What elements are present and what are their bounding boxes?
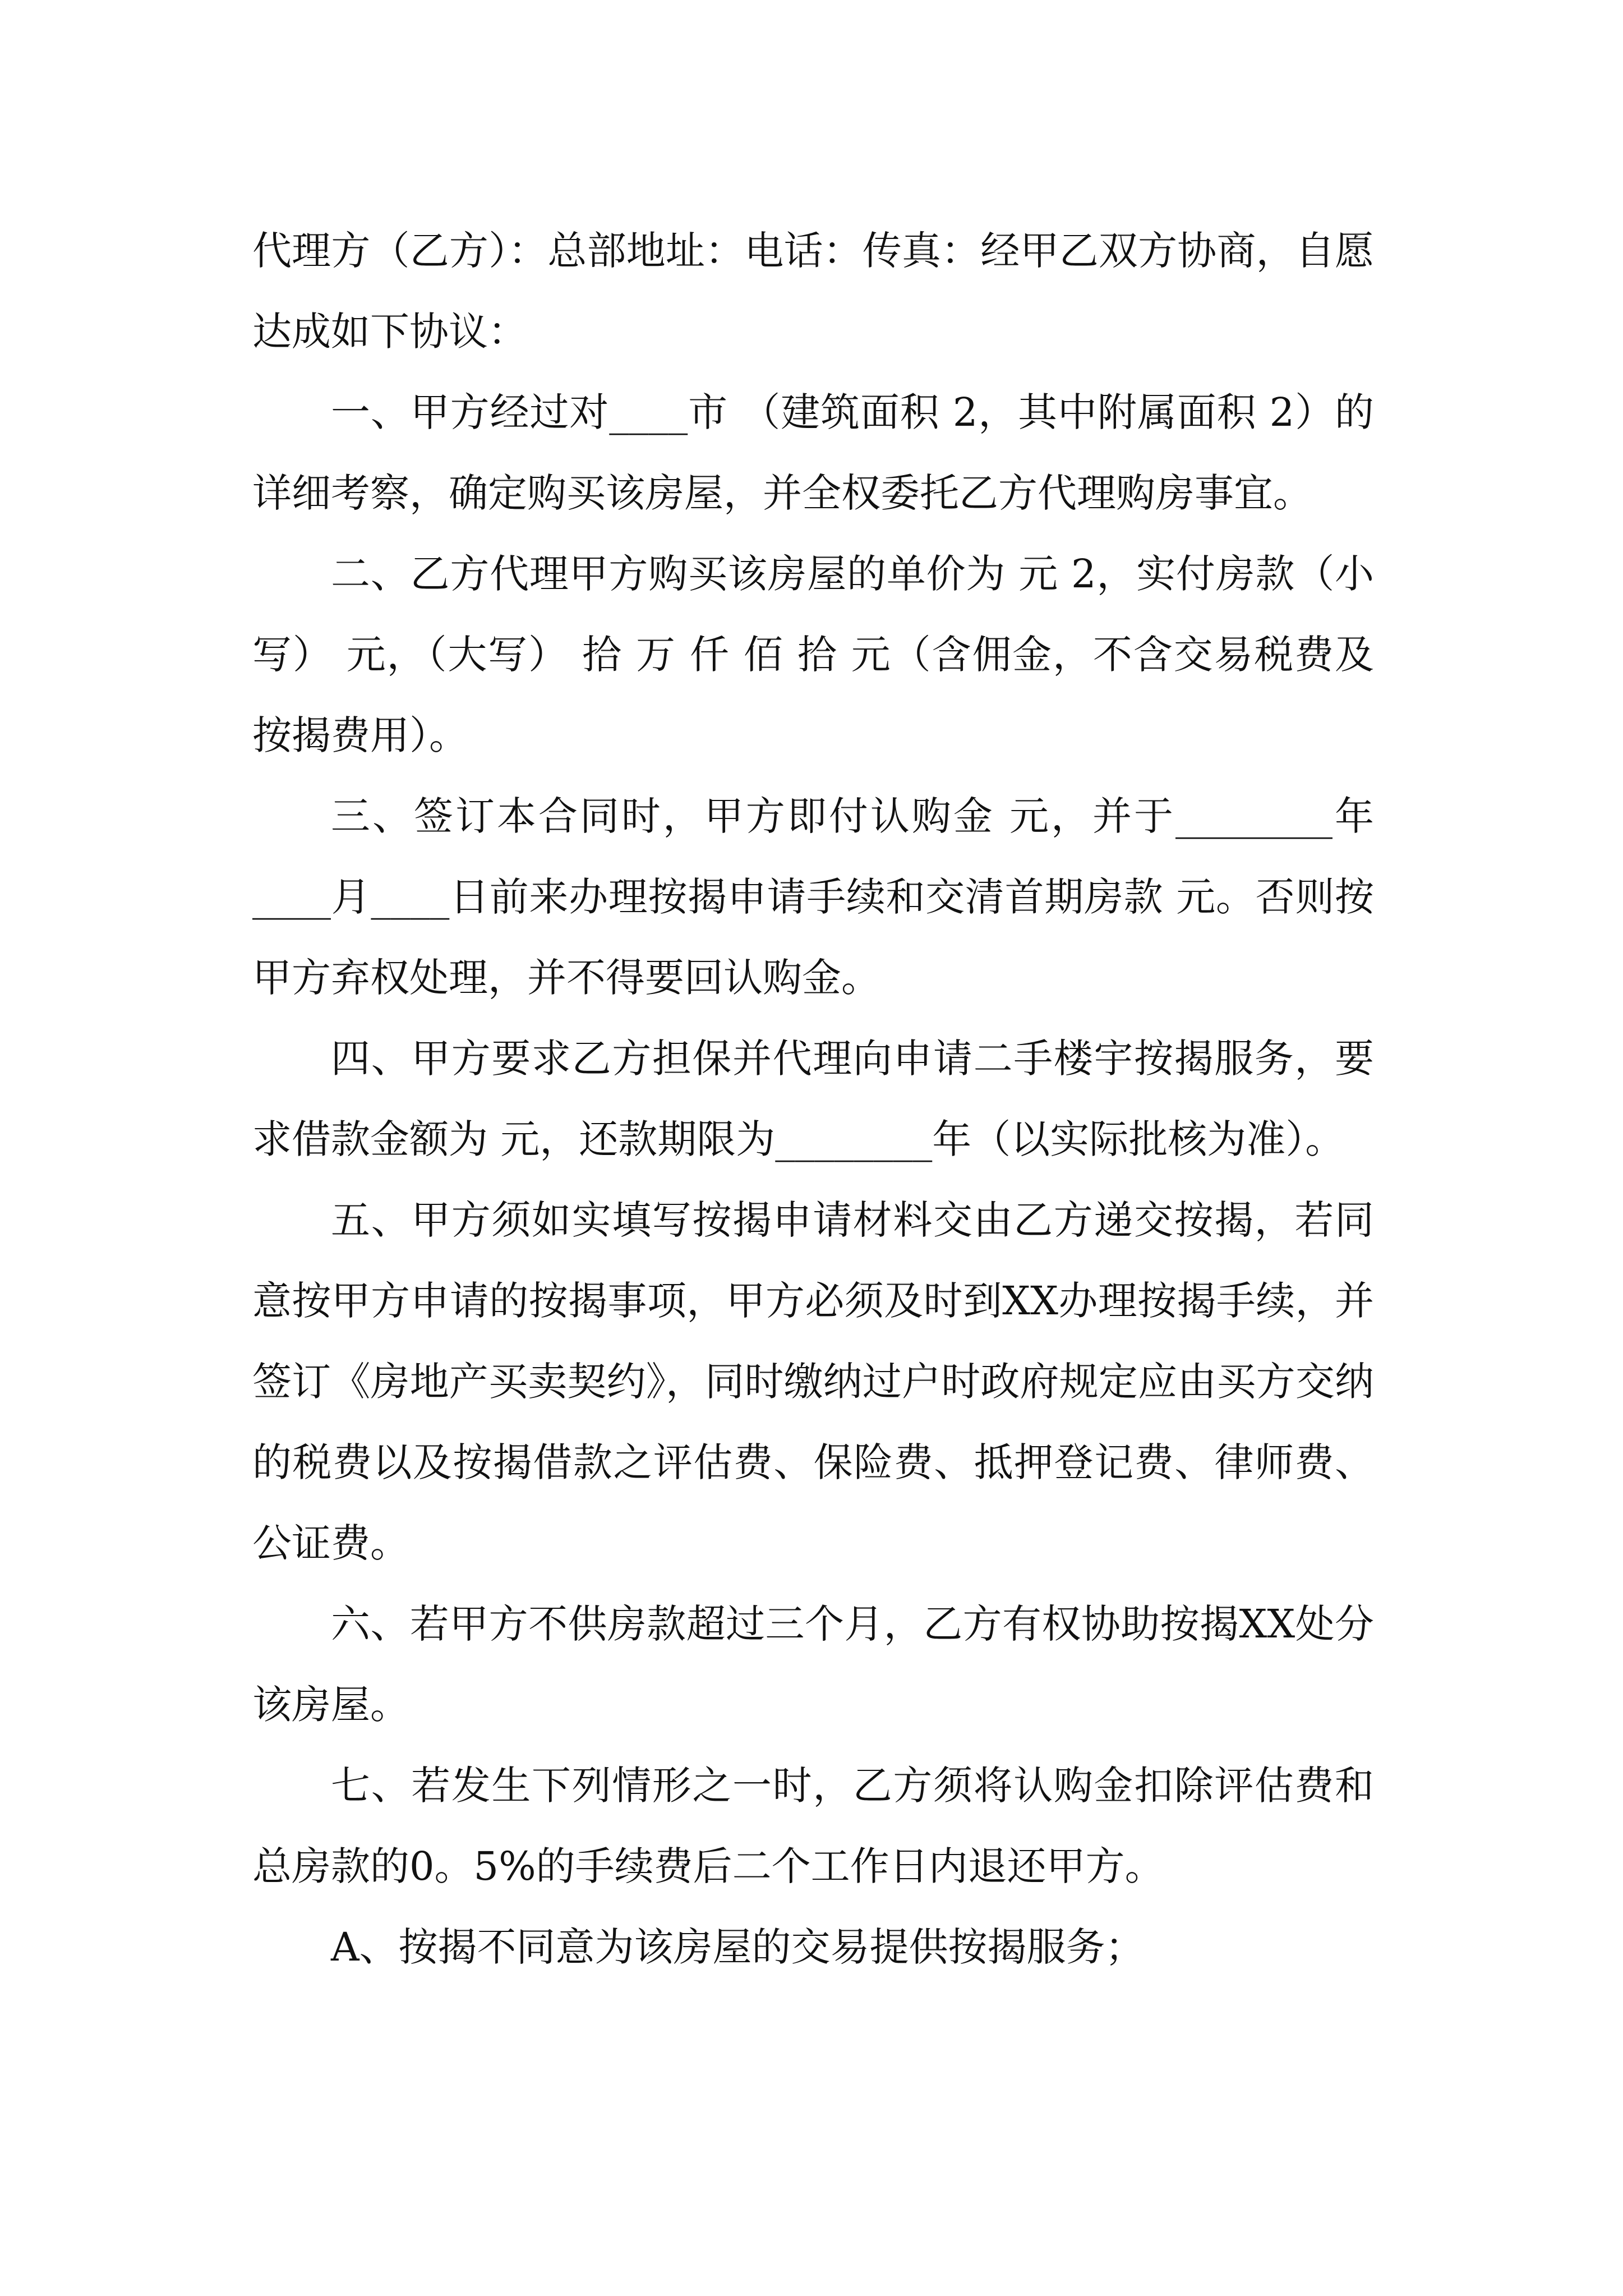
paragraph-clause-3: 三、签订本合同时，甲方即付认购金 元，并于________年____月____日前来办理按揭申请手续和交清首期房款 元。否则按甲方弃权处理，并不得要回认购金。 <box>252 793 1374 1001</box>
paragraph-clause-1: 一、甲方经过对____市 （建筑面积 2，其中附属面积 2）的详细考察，确定购买该房屋，并全权委托乙方代理购房事宜。 <box>252 389 1374 516</box>
paragraph-clause-6: 六、若甲方不供房款超过三个月，乙方有权协助按揭XX处分该房屋。 <box>252 1601 1374 1728</box>
paragraph-clause-4: 四、甲方要求乙方担保并代理向申请二手楼宇按揭服务，要求借款金额为 元，还款期限为________年（以实际批核为准）。 <box>252 1036 1374 1162</box>
document-body <box>252 210 1374 1987</box>
paragraph-clause-5: 五、甲方须如实填写按揭申请材料交由乙方递交按揭，若同意按甲方申请的按揭事项，甲方必须及时到XX办理按揭手续，并签订《房地产买卖契约》，同时缴纳过户时政府规定应由买方交纳的税费以及按揭借款之评估费、保险费、抵押登记费、律师费、公证费。 <box>252 1197 1374 1566</box>
paragraph-item-a: A、按揭不同意为该房屋的交易提供按揭服务； <box>331 1924 1145 1970</box>
paragraph-clause-7: 七、若发生下列情形之一时，乙方须将认购金扣除评估费和总房款的0。5%的手续费后二个工作日内退还甲方。 <box>252 1763 1374 1889</box>
paragraph-clause-2: 二、乙方代理甲方购买该房屋的单价为 元 2，实付房款（小写） 元，（大写） 拾 万 仟 佰 拾 元（含佣金，不含交易税费及按揭费用）。 <box>252 551 1374 758</box>
paragraph-parties: 代理方（乙方）：总部地址：电话：传真：经甲乙双方协商，自愿达成如下协议： <box>252 228 1374 355</box>
